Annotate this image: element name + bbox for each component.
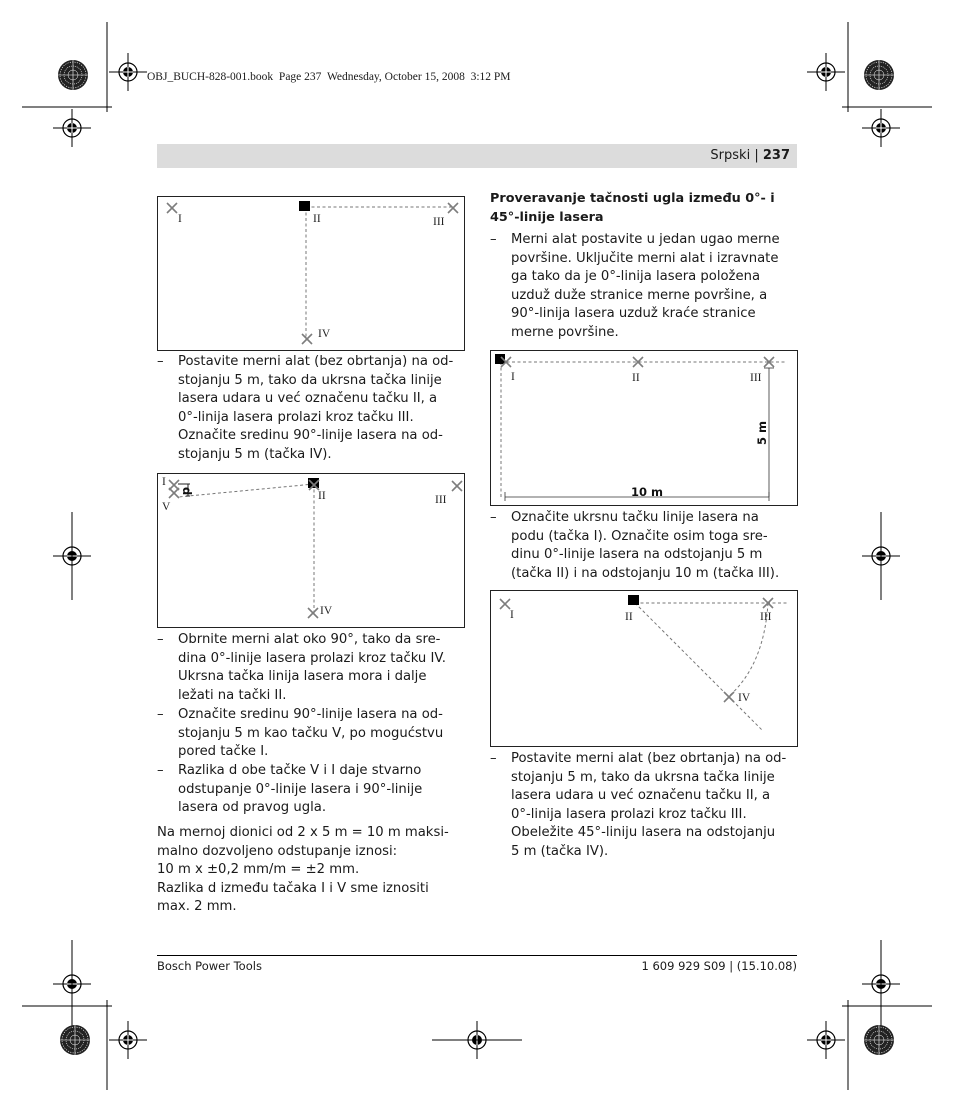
text-line: 90°-linija lasera uzduž kraće stranice — [511, 306, 756, 322]
text-line: 0°-linija lasera prolazi kroz tačku III. — [178, 409, 414, 425]
label-III: III — [435, 494, 447, 506]
text-line: uzduž duže stranice merne površine, a — [511, 287, 768, 303]
label-IV: IV — [738, 692, 751, 704]
label-I: I — [162, 476, 166, 488]
text-line: max. 2 mm. — [157, 899, 237, 915]
bullet-dash: – — [490, 510, 497, 525]
footer-left: Bosch Power Tools — [157, 959, 262, 973]
text-line: 10 m x ±0,2 mm/m = ±2 mm. — [157, 862, 360, 878]
label-II: II — [625, 611, 633, 623]
text-line: površine. Uključite merni alat i izravnate — [511, 250, 779, 266]
text-line: odstupanje 0°-linije lasera i 90°-linije — [178, 781, 423, 797]
footer-right: 1 609 929 S09 | (15.10.08) — [641, 959, 797, 973]
text-line: Označite ukrsnu tačku linije lasera na — [511, 510, 759, 525]
dimension-width: 10 m — [631, 485, 663, 499]
text-line: lasera udara u već označenu tačku II, a — [511, 788, 771, 804]
text-line: dina 0°-linije lasera prolazi kroz tačku IV. — [178, 650, 446, 666]
label-d: d — [180, 487, 194, 496]
text-line: merne površine. — [511, 324, 619, 340]
text-line: Postavite merni alat (bez obrtanja) na od- — [178, 354, 454, 369]
label-IV: IV — [320, 605, 333, 617]
laser-tool — [299, 201, 310, 211]
text-line: Obeležite 45°-liniju lasera na odstojanju — [511, 825, 776, 841]
section-heading — [490, 190, 800, 227]
header-language: Srpski — [710, 148, 751, 163]
label-III: III — [760, 611, 772, 623]
label-V: V — [162, 501, 171, 513]
bullet-dash: – — [490, 751, 497, 766]
mark-I — [167, 203, 177, 213]
bullet-dash: – — [157, 763, 164, 778]
text-line: podu (tačka I). Označite osim toga sre- — [511, 528, 768, 544]
text-line: Na mernoj dionici od 2 x 5 m = 10 m maksi- — [157, 825, 449, 840]
left-paragraph — [157, 824, 467, 917]
text-line: malno dozvoljeno odstupanje iznosi: — [157, 843, 398, 859]
bullet-dash: – — [157, 632, 164, 647]
label-I: I — [510, 609, 514, 621]
label-II: II — [632, 372, 640, 384]
figure-4 — [490, 590, 798, 747]
laser-tool — [628, 595, 639, 605]
figure-3 — [490, 350, 798, 506]
text-line: stojanju 5 m (tačka IV). — [178, 446, 332, 462]
text-line: lasera od pravog ugla. — [178, 800, 327, 816]
figure-1 — [157, 196, 465, 351]
dimension-height: 5 m — [755, 421, 769, 445]
text-line: stojanju 5 m, tako da ukrsna tačka linije — [511, 769, 775, 785]
text-line: Označite sredinu 90°-linije lasera na od- — [178, 707, 443, 722]
header-separator: | — [754, 148, 759, 163]
heading-line: 45°-linije lasera — [490, 209, 604, 225]
text-line: Označite sredinu 90°-linije lasera na od- — [178, 428, 443, 444]
text-line: stojanju 5 m, tako da ukrsna tačka linije — [178, 372, 442, 388]
bullet-dash: – — [490, 232, 497, 247]
label-IV: IV — [318, 328, 331, 340]
label-III: III — [750, 372, 762, 384]
footer-rule — [157, 955, 797, 956]
text-line: Merni alat postavite u jedan ugao merne — [511, 232, 780, 247]
label-II: II — [318, 490, 326, 502]
text-line: stojanju 5 m kao tačku V, po mogućstvu — [178, 725, 444, 741]
label-II: II — [313, 213, 321, 225]
bullet-dash: – — [157, 707, 164, 722]
label-I: I — [178, 213, 182, 225]
text-line: dinu 0°-linije lasera na odstojanju 5 m — [511, 547, 763, 563]
text-line: Ukrsna tačka linija lasera mora i dalje — [178, 669, 427, 685]
text-line: ga tako da je 0°-linija lasera položena — [511, 269, 761, 285]
text-line: 5 m (tačka IV). — [511, 843, 609, 859]
header-text — [600, 147, 790, 165]
text-line: pored tačke I. — [178, 744, 269, 760]
text-line: Razlika d obe tačke V i I daje stvarno — [178, 763, 422, 778]
text-line: Obrnite merni alat oko 90°, tako da sre- — [178, 632, 441, 647]
text-line: ležati na tački II. — [178, 687, 287, 703]
figure-2 — [157, 473, 465, 628]
text-line: (tačka II) i na odstojanju 10 m (tačka III). — [511, 565, 780, 581]
bullet-dash: – — [157, 354, 164, 369]
label-III: III — [433, 216, 445, 228]
print-slug: OBJ_BUCH-828-001.book Page 237 Wednesday, October 15, 2008 3:12 PM — [147, 71, 511, 83]
text-line: Postavite merni alat (bez obrtanja) na od- — [511, 751, 787, 766]
page-number: 237 — [762, 148, 790, 163]
text-line: lasera udara u već označenu tačku II, a — [178, 391, 438, 407]
label-I: I — [511, 371, 515, 383]
text-line: Razlika d između tačaka I i V sme iznositi — [157, 880, 429, 896]
text-line: 0°-linija lasera prolazi kroz tačku III. — [511, 806, 747, 822]
heading-line: Proveravanje tačnosti ugla između 0°- i — [490, 191, 775, 206]
